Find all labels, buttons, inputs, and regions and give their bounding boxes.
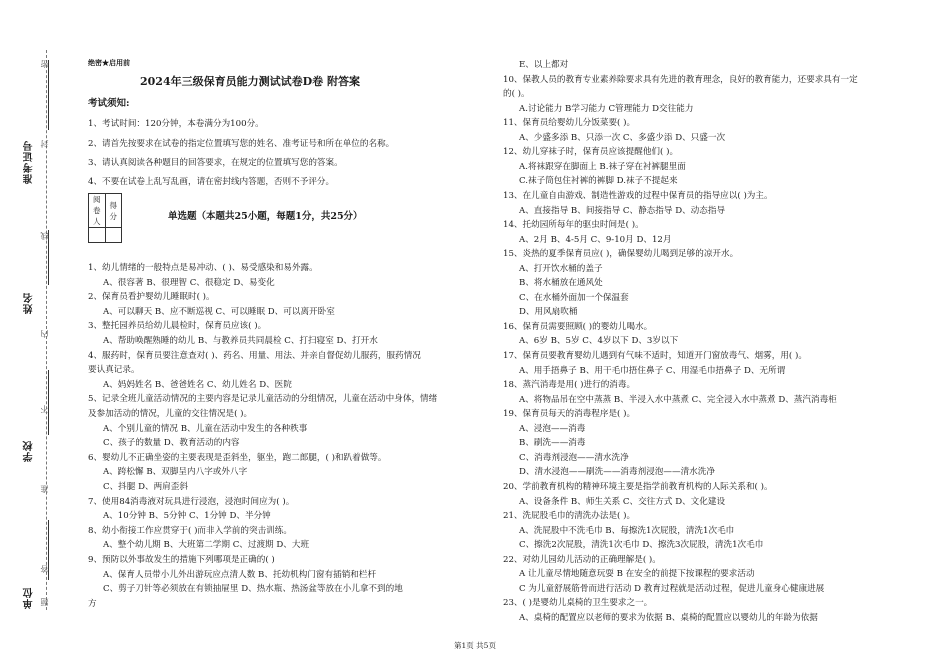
notice-item: 3、请认真阅读各种题目的回答要求，在规定的位置填写您的答案。 xyxy=(88,158,343,168)
question-line: 19、保育员每天的消毒程序是( )。 xyxy=(503,409,636,420)
answer-options: A、跨松懈 B、双脚呈内八字或外八字 xyxy=(103,467,248,478)
notice-item: 1、考试时间：120分钟，本卷满分为100分。 xyxy=(88,119,264,129)
notice-heading: 考试须知: xyxy=(88,98,130,109)
answer-options: D、用风扇吹桶 xyxy=(519,307,578,318)
answer-options: A、设备条件 B、师生关系 C、交往方式 D、文化建设 xyxy=(519,496,726,507)
margin-mark: 答 xyxy=(40,565,49,573)
question-line: 13、在儿童自由游戏、制造性游戏的过程中保育员的指导应以( )为主。 xyxy=(503,190,773,201)
score-cell[interactable] xyxy=(105,228,122,243)
margin-label-unit: 单位 xyxy=(24,587,35,609)
question-line: 12、幼儿穿袜子时，保育员应该提醒他们( )。 xyxy=(503,147,679,158)
answer-options: A、直接指导 B、间接指导 C、静态指导 D、动态指导 xyxy=(519,205,726,216)
question-line: 14、托幼园所每年的驱虫时间是( )。 xyxy=(503,220,644,231)
question-line: 要认真记录。 xyxy=(88,365,140,376)
answer-options: C、在水桶外面加一个保温套 xyxy=(519,292,629,303)
margin-mark: 密 xyxy=(40,60,49,68)
margin-mark: 不 xyxy=(40,405,49,413)
margin-fill-line-exam-id xyxy=(48,60,49,130)
margin-label-name: 姓名 xyxy=(24,292,35,314)
margin-mark: 内 xyxy=(40,330,49,338)
margin-mark: 准 xyxy=(40,485,49,493)
question-line: 23、( )是婴幼儿桌椅的卫生要求之一。 xyxy=(503,598,653,609)
answer-options: A、很容著 B、很理智 C、很稳定 D、易变化 xyxy=(103,277,275,288)
answer-options: C、抖腿 D、两肩歪斜 xyxy=(103,482,188,492)
answer-options: D、清水浸泡——刷洗——消毒剂浸泡——清水洗净 xyxy=(519,467,715,478)
question-line: 4、服药时，保育员要注意查对( )、药名、用量、用法、并亲自督促幼儿服药，服药情况 xyxy=(88,350,421,361)
question-line: 21、洗屁股毛巾的清洗办法是( )。 xyxy=(503,511,636,522)
answer-options: A、妈妈姓名 B、爸爸姓名 C、幼儿姓名 D、医院 xyxy=(103,379,292,390)
answer-options: B、刷洗——消毒 xyxy=(519,438,586,449)
answer-options: C 为儿童舒展筋骨而进行活动 D 教育过程就是活动过程，促进儿童身心健康进展 xyxy=(519,583,825,594)
question-line: 7、使用84消毒液对玩具进行浸泡，浸泡时间应为( )。 xyxy=(88,496,295,507)
answer-options: A 让儿童尽情地随意玩耍 B 在安全的前提下按课程的要求活动 xyxy=(519,569,755,580)
question-line: 的( )。 xyxy=(503,89,530,100)
question-line: 2、保育员看护婴幼儿睡眠时( )。 xyxy=(88,292,215,303)
section-heading: 单选题（本题共25小题，每题1分，共25分） xyxy=(168,211,363,222)
answer-options: C、消毒剂浸泡——清水洗净 xyxy=(519,452,629,463)
page-title: 2024年三级保育员能力测试试卷D卷 附答案 xyxy=(140,75,360,88)
answer-options: A、个别儿童的情况 B、儿童在活动中发生的各种秩事 xyxy=(103,423,308,434)
question-line: 22、对幼儿园幼儿活动的正确理解是( )。 xyxy=(503,554,661,565)
answer-options: C、擦洗2次屁股，清洗1次毛巾 D、擦洗3次屁股，清洗1次毛巾 xyxy=(519,540,764,551)
question-line: 20、学前教育机构的精神环境主要是指学前教育机构的人际关系和( )。 xyxy=(503,481,773,492)
question-line: 方 xyxy=(88,598,97,609)
secret-mark: 绝密★启用前 xyxy=(88,58,130,67)
question-line: 及参加活动的情况，儿童的交往情况是( )。 xyxy=(88,409,253,419)
binding-margin xyxy=(0,0,70,671)
answer-options: A、少盛多添 B、只添一次 C、多盛少添 D、只盛一次 xyxy=(519,132,726,143)
answer-options: A、6岁 B、5岁 C、4岁以下 D、3岁以下 xyxy=(519,336,679,347)
answer-options: A、洗屁股中不洗毛巾 B、每擦洗1次屁股，清洗1次毛巾 xyxy=(519,525,735,536)
answer-options: E、以上都对 xyxy=(519,60,569,70)
reviewer-cell[interactable] xyxy=(89,228,106,243)
question-line: 5、记录全班儿童活动情况的主要内容是记录儿童活动的分组情况，儿童在活动中身体，情绪 xyxy=(88,394,438,405)
answer-options: A.讨论能力 B学习能力 C管理能力 D交往能力 xyxy=(519,103,694,114)
question-line: 11、保育员给婴幼儿分饭菜要( )。 xyxy=(503,118,636,129)
page-number: 第1页 共5页 xyxy=(454,641,496,650)
answer-options: A、10分钟 B、5分钟 C、1分钟 D、半分钟 xyxy=(103,511,271,522)
margin-mark: 封 xyxy=(40,140,49,148)
question-line: 1、幼儿情绪的一般特点是易冲动、( )、易受感染和易外露。 xyxy=(88,263,318,273)
answer-options: C.袜子筒包住衬裤的裤脚 D.袜子不提起来 xyxy=(519,176,678,187)
answer-options: C、孩子的数量 D、教育活动的内容 xyxy=(103,438,240,449)
margin-label-school: 学校 xyxy=(24,440,35,462)
question-line: 10、保教人员的教育专业素养除要求具有先进的教育理念，良好的教育能力，还要求具有一定 xyxy=(503,74,858,85)
score-header: 得分 xyxy=(105,194,122,228)
answer-options: B、将水桶放在通风处 xyxy=(519,278,603,289)
answer-options: A.将袜跟穿在脚面上 B.袜子穿在衬裤腿里面 xyxy=(519,161,686,172)
answer-options: A、保育人员带小儿外出游玩应点清人数 B、托幼机构门窗有插销和栏杆 xyxy=(103,569,377,580)
answer-options: A、桌椅的配置应以老师的要求为依据 B、桌椅的配置应以婴幼儿的年龄为依据 xyxy=(519,612,818,623)
question-line: 16、保育员需要照顾( )的婴幼儿喝水。 xyxy=(503,321,653,332)
answer-options: A、整个幼儿期 B、大班第二学期 C、过渡期 D、大班 xyxy=(103,540,310,551)
question-line: 3、整托园养员给幼儿晨检时，保育员应该( )。 xyxy=(88,321,267,332)
margin-mark: 题 xyxy=(40,598,49,606)
question-line: 9、预防以外事故发生的措施下列哪项是正确的( ) xyxy=(88,555,275,565)
notice-item: 4、不要在试卷上乱写乱画，请在密封线内答题，否则不予评分。 xyxy=(88,177,335,187)
reviewer-header: 阅卷人 xyxy=(89,194,106,228)
answer-options: A、打开饮水桶的盖子 xyxy=(519,263,603,274)
question-line: 17、保育员要教育婴幼儿遇到有气味不适时，知道开门窗放毒气、烟雾，用( )。 xyxy=(503,351,807,361)
score-table xyxy=(88,193,122,243)
margin-mark: 线 xyxy=(40,232,49,240)
question-line: 6、婴幼儿不正确坐姿的主要表现是歪斜坐，躯坐，跑二郎腿，( )和趴着做等。 xyxy=(88,452,387,463)
question-line: 15、炎热的夏季保育员应( )，确保婴幼儿喝到足够的凉开水。 xyxy=(503,249,739,260)
answer-options: A、可以聊天 B、应不断巡视 C、可以睡眠 D、可以离开卧室 xyxy=(103,306,335,317)
answer-options: A、将物品吊在空中蒸蒸 B、半浸入水中蒸煮 C、完全浸入水中蒸煮 D、蒸汽消毒柜 xyxy=(519,394,837,405)
answer-options: A、2月 B、4-5月 C、9-10月 D、12月 xyxy=(519,234,672,245)
question-line: 8、幼小衔接工作应贯穿于( )而非入学前的突击训练。 xyxy=(88,525,292,536)
notice-item: 2、请首先按要求在试卷的指定位置填写您的姓名、准考证号和所在单位的名称。 xyxy=(88,139,395,149)
answer-options: A、用手捂鼻子 B、用干毛巾捂住鼻子 C、用湿毛巾捂鼻子 D、无所谓 xyxy=(519,365,786,376)
answer-options: C、剪子刀针等必须放在有锁抽屉里 D、热水瓶、热汤盆等放在小儿拿不到的地 xyxy=(103,584,403,595)
question-line: 18、蒸汽消毒是用( )进行的消毒。 xyxy=(503,380,636,391)
margin-fill-line-school xyxy=(48,370,49,435)
answer-options: A、浸泡——消毒 xyxy=(519,423,586,434)
answer-options: A、帮助唤醒熟睡的幼儿 B、与教养员共同晨检 C、打扫寝室 D、打开水 xyxy=(103,336,378,346)
margin-label-exam-id: 准考证号 xyxy=(24,140,35,184)
